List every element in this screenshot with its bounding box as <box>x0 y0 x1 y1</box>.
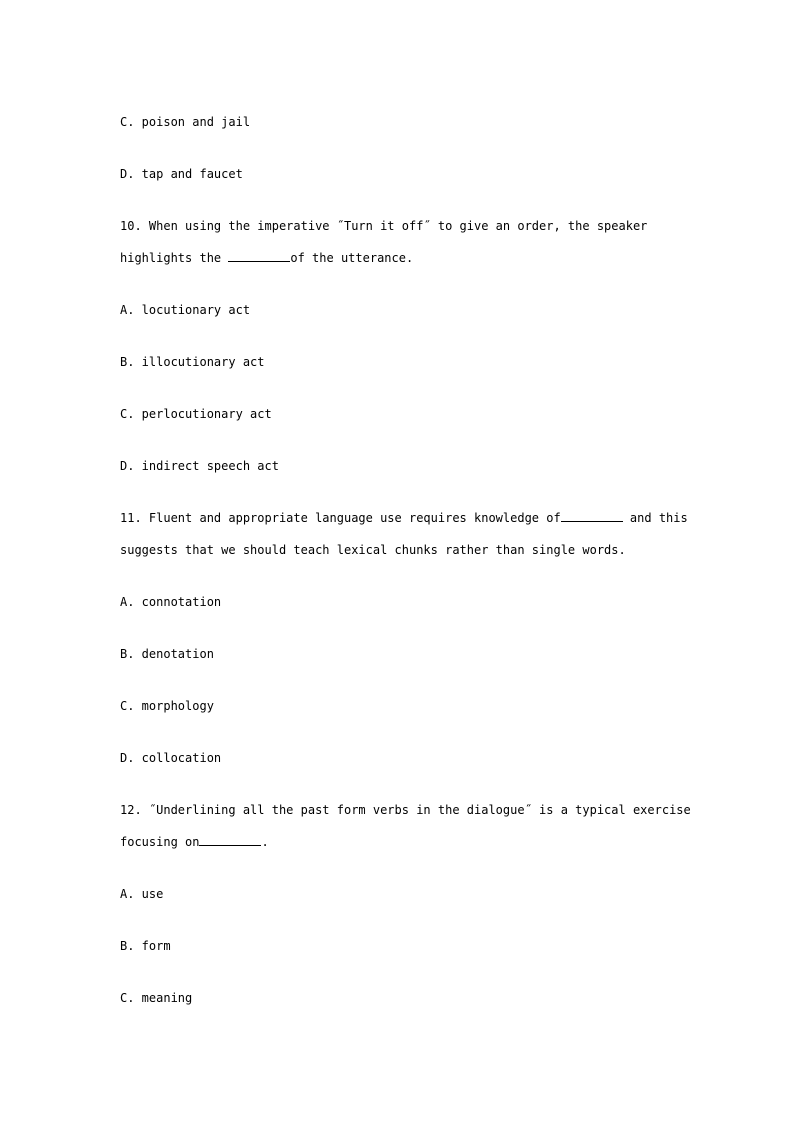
question-12-text-post: . <box>261 835 269 849</box>
question-11-line-1 <box>120 510 688 526</box>
question-12-option-a: A. use <box>120 887 164 901</box>
question-12-line-1: 12. ˝Underlining all the past form verbs in the dialogue˝ is a typical exercise <box>120 803 691 817</box>
question-10-option-b: B. illocutionary act <box>120 355 265 369</box>
question-11-text-pre: 11. Fluent and appropriate language use requires knowledge of <box>120 511 561 525</box>
option-d-prev: D. tap and faucet <box>120 167 243 181</box>
question-11-text-post: and this <box>622 511 688 525</box>
question-12-option-b: B. form <box>120 939 171 953</box>
option-c-prev: C. poison and jail <box>120 115 251 129</box>
question-10-option-a: A. locutionary act <box>120 303 251 317</box>
question-10-text-pre: highlights the <box>120 251 229 265</box>
question-11-option-a: A. connotation <box>120 595 222 609</box>
answer-blank <box>199 834 261 846</box>
question-10-option-d: D. indirect speech act <box>120 459 279 473</box>
question-10-text-post: of the utterance. <box>290 251 414 265</box>
question-12-line-2 <box>120 834 269 850</box>
question-10-option-c: C. perlocutionary act <box>120 407 272 421</box>
answer-blank <box>561 510 623 522</box>
question-10-line-1: 10. When using the imperative ˝Turn it off˝ to give an order, the speaker <box>120 219 648 233</box>
question-10-line-2 <box>120 250 413 266</box>
question-11-option-d: D. collocation <box>120 751 222 765</box>
answer-blank <box>228 250 290 262</box>
question-11-option-c: C. morphology <box>120 699 214 713</box>
question-11-line-2: suggests that we should teach lexical chunks rather than single words. <box>120 543 626 557</box>
question-11-option-b: B. denotation <box>120 647 214 661</box>
question-12-text-pre: focusing on <box>120 835 200 849</box>
question-12-option-c: C. meaning <box>120 991 193 1005</box>
